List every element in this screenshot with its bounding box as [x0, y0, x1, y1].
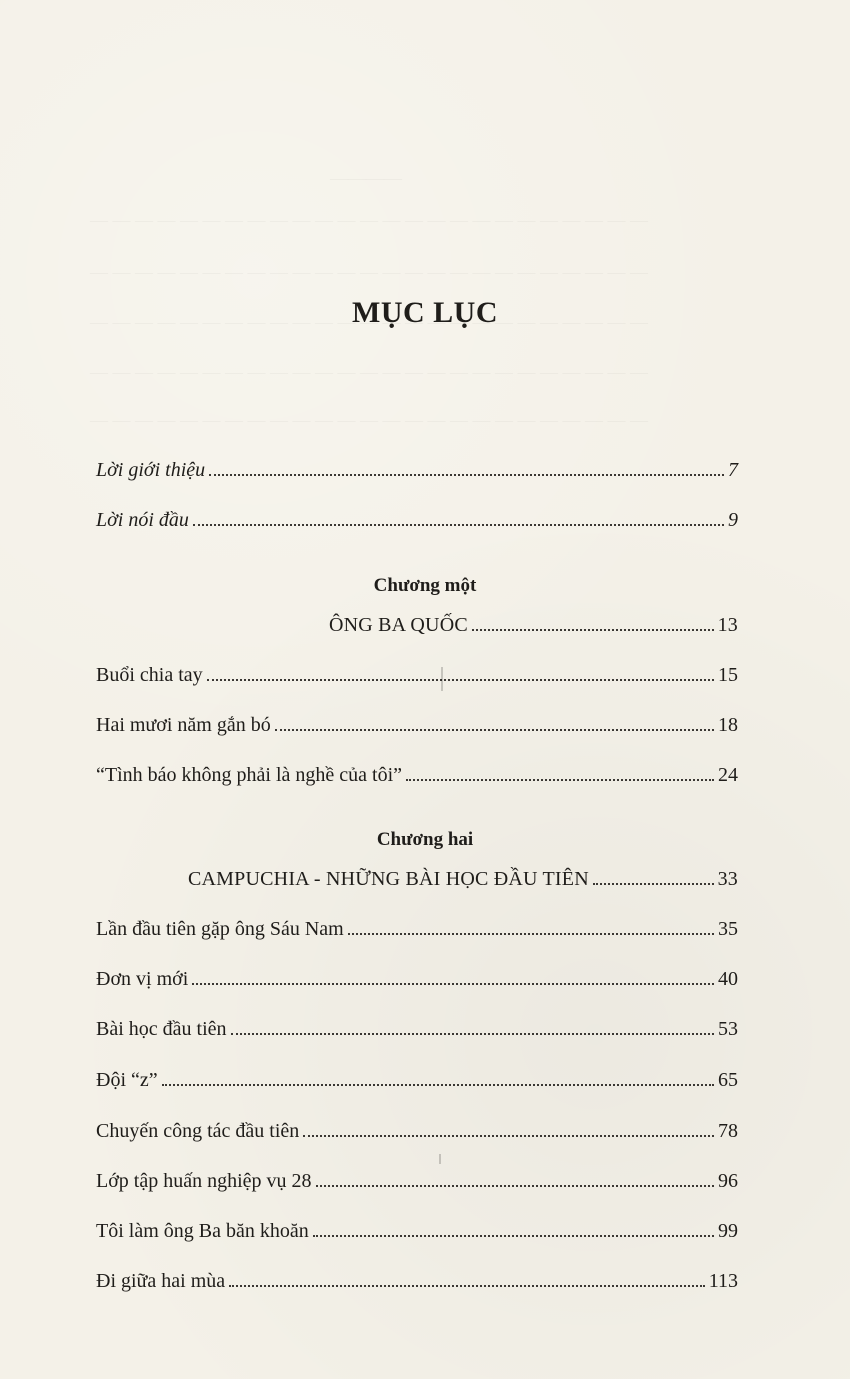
toc-entry-label: Lời giới thiệu — [96, 459, 206, 481]
toc-entry-label: Chuyến công tác đầu tiên — [96, 1120, 300, 1142]
chapter-heading-one: Chương một — [373, 575, 477, 596]
toc-entry-label: Đi giữa hai mùa — [96, 1270, 226, 1292]
paper-mark — [441, 667, 443, 691]
show-through-text — [90, 362, 648, 383]
chapter-heading-two: Chương hai — [376, 829, 474, 850]
toc-page-number: 96 — [718, 1170, 738, 1192]
show-through-text — [90, 262, 648, 283]
toc-page-number: 24 — [718, 764, 738, 786]
dot-leader — [313, 1235, 714, 1237]
dot-leader — [406, 779, 714, 781]
toc-row-chapter-two[interactable] — [188, 867, 738, 891]
dot-leader — [275, 729, 714, 731]
chapter-title: CAMPUCHIA - NHỮNG BÀI HỌC ĐẦU TIÊN — [188, 868, 589, 890]
toc-entry-label: Bài học đầu tiên — [96, 1018, 227, 1040]
toc-row-section[interactable] — [96, 1269, 738, 1293]
toc-entry-label: Hai mươi năm gắn bó — [96, 714, 271, 736]
toc-page-number: 65 — [718, 1069, 738, 1091]
dot-leader — [303, 1135, 714, 1137]
toc-page-number: 18 — [718, 714, 738, 736]
show-through-text — [330, 168, 402, 189]
toc-page-number: 40 — [718, 968, 738, 990]
toc-row-section[interactable] — [96, 763, 738, 787]
toc-entry-label: Lớp tập huấn nghiệp vụ 28 — [96, 1170, 312, 1192]
toc-row-front-matter-1[interactable] — [96, 458, 738, 482]
toc-row-section[interactable] — [96, 713, 738, 737]
toc-page-number: 33 — [717, 868, 738, 890]
dot-leader — [229, 1285, 705, 1287]
toc-page-number: 35 — [718, 918, 738, 940]
toc-row-section[interactable] — [96, 1017, 738, 1041]
toc-page-number: 53 — [718, 1018, 738, 1040]
dot-leader — [348, 933, 714, 935]
show-through-text — [90, 210, 648, 231]
toc-row-chapter-one[interactable] — [329, 613, 738, 637]
toc-row-section[interactable] — [96, 967, 738, 991]
toc-page-number: 9 — [728, 509, 738, 531]
chapter-title: ÔNG BA QUỐC — [329, 614, 468, 636]
dot-leader — [207, 679, 714, 681]
toc-page-number: 78 — [718, 1120, 738, 1142]
toc-page-number: 113 — [708, 1270, 738, 1292]
toc-page-number: 13 — [717, 614, 738, 636]
toc-row-section[interactable] — [96, 1169, 738, 1193]
toc-row-section[interactable] — [96, 917, 738, 941]
toc-entry-label: Buổi chia tay — [96, 664, 203, 686]
dot-leader — [209, 474, 724, 476]
dot-leader — [593, 883, 714, 885]
toc-entry-label: “Tình báo không phải là nghề của tôi” — [96, 764, 403, 786]
toc-entry-label: Lần đầu tiên gặp ông Sáu Nam — [96, 918, 344, 940]
toc-row-section[interactable] — [96, 1219, 738, 1243]
toc-row-section[interactable] — [96, 1119, 738, 1143]
toc-row-section[interactable] — [96, 1068, 738, 1092]
toc-page-number: 99 — [718, 1220, 738, 1242]
show-through-text — [90, 410, 648, 431]
toc-row-section[interactable] — [96, 663, 738, 687]
dot-leader — [472, 629, 714, 631]
page-title: MỤC LỤC — [352, 296, 498, 329]
toc-page-number: 15 — [718, 664, 738, 686]
toc-entry-label: Đội “z” — [96, 1069, 158, 1091]
toc-entry-label: Lời nói đầu — [96, 509, 189, 531]
paper-mark — [439, 1154, 441, 1164]
dot-leader — [316, 1185, 714, 1187]
dot-leader — [192, 983, 714, 985]
dot-leader — [162, 1084, 714, 1086]
toc-row-front-matter-2[interactable] — [96, 508, 738, 532]
dot-leader — [193, 524, 724, 526]
toc-entry-label: Tôi làm ông Ba băn khoăn — [96, 1220, 309, 1242]
dot-leader — [231, 1033, 714, 1035]
toc-page-number: 7 — [728, 459, 738, 481]
toc-entry-label: Đơn vị mới — [96, 968, 189, 990]
